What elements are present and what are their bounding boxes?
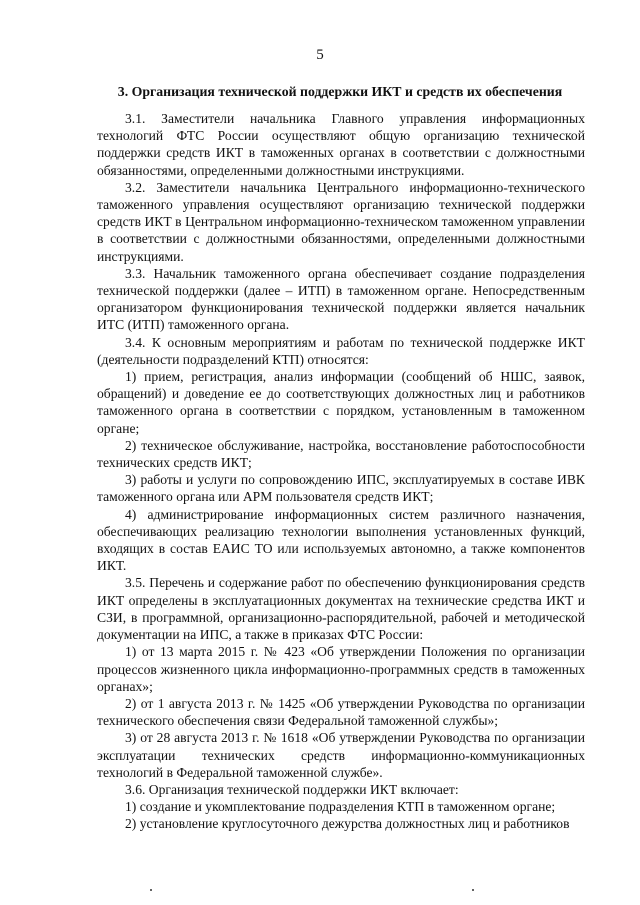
- section-title: 3. Организация технической поддержки ИКТ и средств их обеспечения: [117, 84, 563, 99]
- list-item-3-4-3: 3) работы и услуги по сопровождению ИПС, эксплуатируемых в составе ИВК таможенного органа или АРМ пользователя средств ИКТ;: [97, 472, 585, 505]
- paragraph-3-6: 3.6. Организация технической поддержки ИКТ включает:: [125, 781, 459, 797]
- scan-speck: [150, 889, 152, 891]
- list-item-3-6-1: 1) создание и укомплектование подразделения КТП в таможенном органе;: [125, 799, 556, 815]
- list-item-3-4-2: 2) техническое обслуживание, настройка, восстановление работоспособности технических средств ИКТ;: [97, 437, 585, 471]
- list-item-3-5-3: 3) от 28 августа 2013 г. № 1618 «Об утверждении Руководства по организации эксплуатации технических средств информационно-коммуникационных технологий в Федеральной таможенной службе».: [97, 730, 585, 780]
- body-text: [97, 110, 585, 833]
- page-number: 5: [316, 47, 324, 63]
- list-item-3-4-4: 4) администрирование информационных систем различного назначения, обеспечивающих реализацию технологии выполнения установленных функций, входящих в состав ЕАИС ТО или используемых автономно, а также компонентов ИКТ.: [97, 506, 585, 574]
- paragraph-3-1: 3.1. Заместители начальника Главного управления информационных технологий ФТС России осуществляют общую организацию технической поддержки средств ИКТ в таможенных органах в соответствии с должностными обязанностями, определенными должностными инструкциями.: [97, 111, 585, 178]
- paragraph-3-2: 3.2. Заместители начальника Центрального информационно-технического таможенного управления осуществляют организацию технической поддержки средств ИКТ в Центральном информационно-техническом таможенном управлении в соответствии с должностными обязанностями, определенными должностными инструкциями.: [97, 179, 585, 264]
- scan-speck: [472, 889, 474, 891]
- list-item-3-5-1: 1) от 13 марта 2015 г. № 423 «Об утверждении Положения по организации процессов жизненного цикла информационно-программных средств в таможенных органах»;: [97, 644, 585, 694]
- paragraph-3-3: 3.3. Начальник таможенного органа обеспечивает создание подразделения технической поддержки (далее – ИТП) в таможенном органе. Непосредственным организатором функционирования технической поддержки является начальник ИТС (ИТП) таможенного органа.: [97, 265, 585, 333]
- list-item-3-6-2: 2) установление круглосуточного дежурства должностных лиц и работников: [125, 816, 570, 832]
- list-item-3-4-1: 1) прием, регистрация, анализ информации (сообщений об НШС, заявок, обращений) и доведение ее до соответствующих должностных лиц и работников таможенного органа в соответствии с порядком, установленным в таможенном органе;: [97, 369, 585, 436]
- paragraph-3-4: 3.4. К основным мероприятиям и работам по технической поддержке ИКТ (деятельности подразделений КТП) относятся:: [97, 334, 585, 367]
- list-item-3-5-2: 2) от 1 августа 2013 г. № 1425 «Об утверждении Руководства по организации технического обеспечения связи Федеральной таможенной службы»;: [97, 695, 585, 729]
- paragraph-3-5: 3.5. Перечень и содержание работ по обеспечению функционирования средств ИКТ определены в эксплуатационных документах на технические средства ИКТ и СЗИ, в программной, организационно-распорядительной, рабочей и методической документации на ИПС, а также в приказах ФТС России:: [97, 575, 585, 643]
